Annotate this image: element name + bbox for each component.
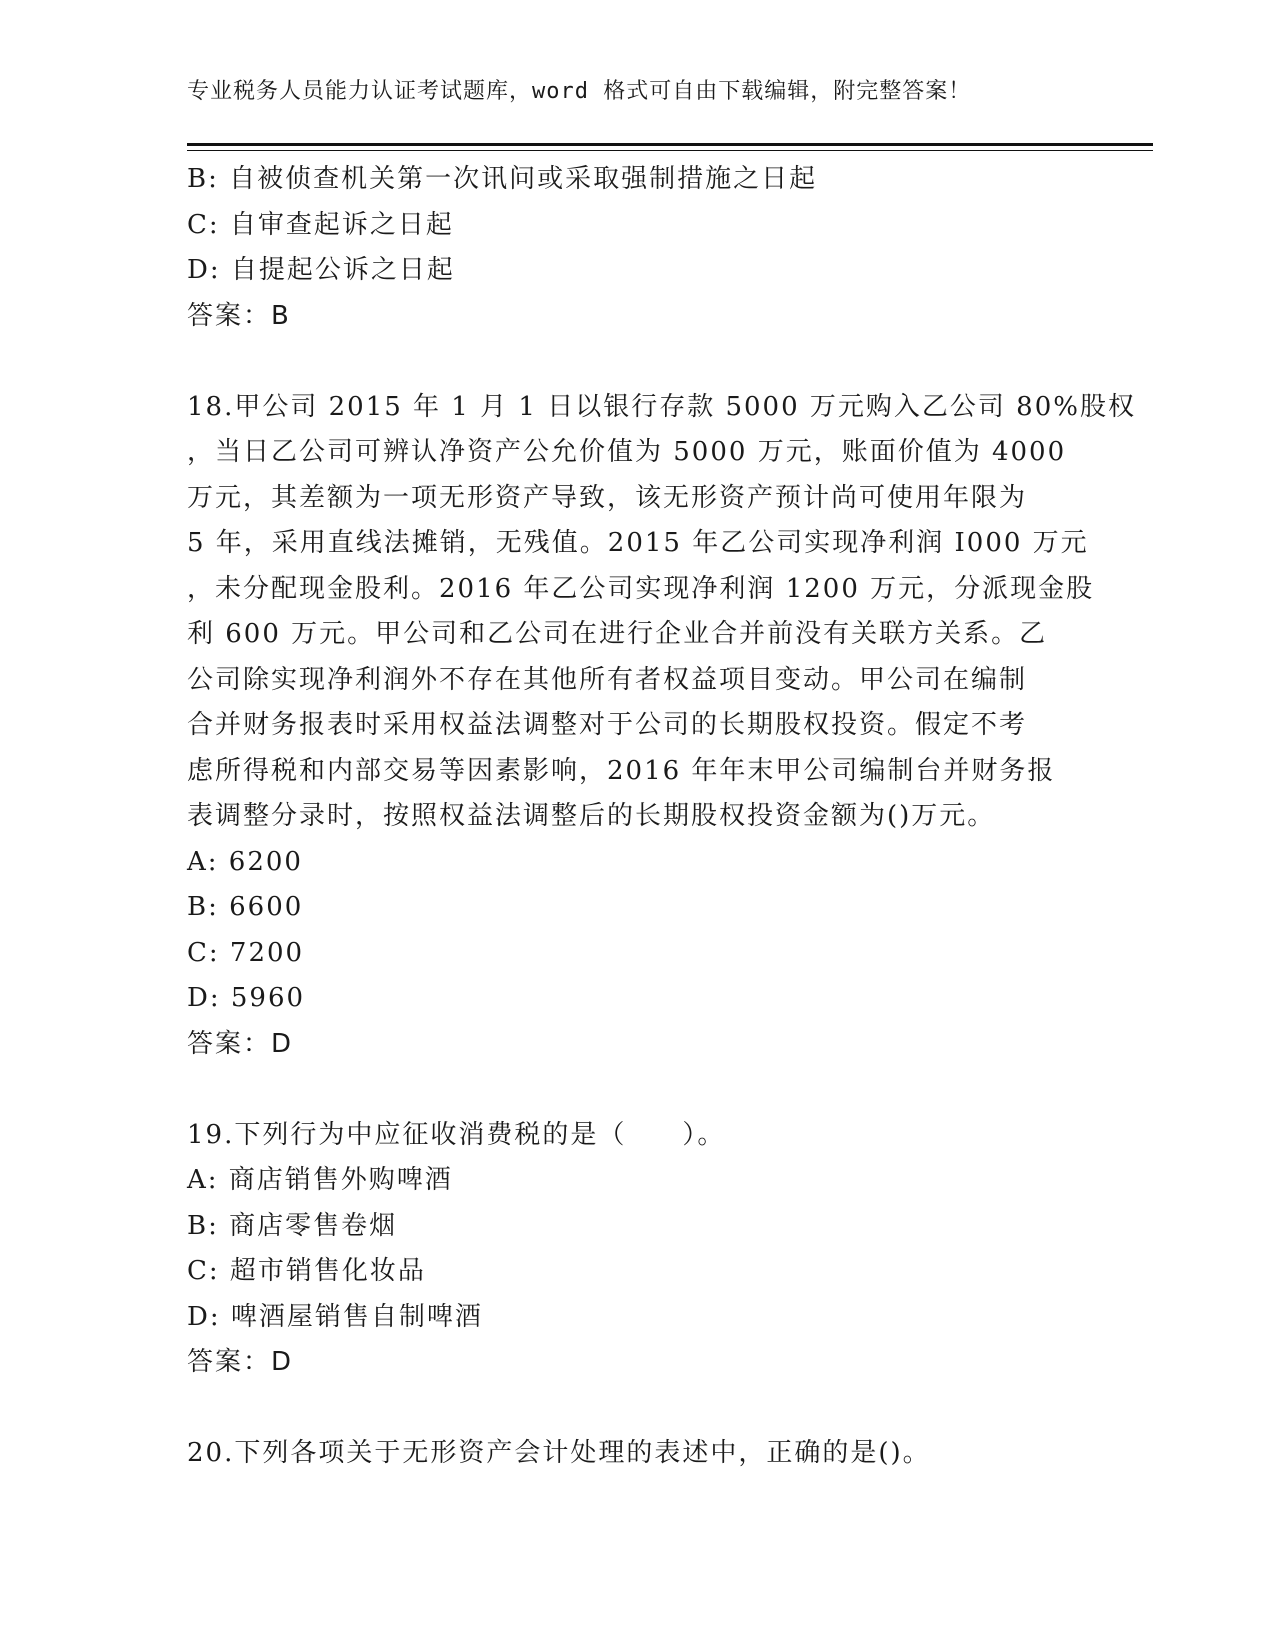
q17-option-d: D: 自提起公诉之日起 — [187, 255, 455, 285]
q18-option-c: C: 7200 — [187, 937, 305, 968]
q18-stem-line: ，未分配现金股利。2016 年乙公司实现净利润 1200 万元，分派现金股 — [187, 573, 1095, 604]
q19-option-c: C: 超市销售化妆品 — [187, 1256, 426, 1286]
q19-option-b: B: 商店零售卷烟 — [187, 1210, 398, 1241]
q17-option-b: B: 自被侦查机关第一次讯问或采取强制措施之日起 — [187, 164, 818, 194]
q17-option-c: C: 自审查起诉之日起 — [187, 209, 454, 240]
q18-stem-line: 公司除实现净利润外不存在其他所有者权益项目变动。甲公司在编制 — [187, 664, 1028, 695]
q18-stem-line: 表调整分录时，按照权益法调整后的长期股权投资金额为()万元。 — [187, 801, 996, 831]
spacer — [187, 1386, 1087, 1432]
q19-option-a: A: 商店销售外购啤酒 — [187, 1165, 453, 1195]
question-18 — [187, 385, 1136, 1068]
q17-answer: 答案：B — [187, 300, 291, 331]
q18-stem-line: 18.甲公司 2015 年 1 月 1 日以银行存款 5000 万元购入乙公司 80%股权 — [187, 391, 1136, 422]
spacer — [187, 339, 1087, 385]
header-divider-thick — [187, 143, 1153, 146]
q20-stem: 20.下列各项关于无形资产会计处理的表述中，正确的是()。 — [187, 1438, 931, 1468]
page-header: 专业税务人员能力认证考试题库，word 格式可自由下载编辑，附完整答案！ — [187, 79, 972, 104]
q19-answer: 答案：D — [187, 1347, 294, 1377]
q18-answer: 答案：D — [187, 1028, 294, 1059]
q18-option-a: A: 6200 — [187, 846, 303, 877]
q18-stem-line: 利 600 万元。甲公司和乙公司在进行企业合并前没有关联方关系。乙 — [187, 619, 1048, 649]
q18-option-d: D: 5960 — [187, 983, 306, 1013]
header-divider-thin — [187, 150, 1153, 151]
q18-stem-line: 5 年，采用直线法摊销，无残值。2015 年乙公司实现净利润 I000 万元 — [187, 528, 1089, 558]
question-19 — [187, 1113, 1087, 1386]
document-body — [187, 157, 1136, 1477]
spacer — [187, 1067, 1087, 1113]
question-20 — [187, 1431, 1087, 1477]
q18-option-b: B: 6600 — [187, 892, 304, 922]
q18-stem-line: 虑所得税和内部交易等因素影响，2016 年年末甲公司编制台并财务报 — [187, 755, 1056, 786]
q19-option-d: D: 啤酒屋销售自制啤酒 — [187, 1301, 483, 1332]
q19-stem: 19.下列行为中应征收消费税的是（ ）。 — [187, 1119, 726, 1150]
q18-stem-line: 万元，其差额为一项无形资产导致，该无形资产预计尚可使用年限为 — [187, 482, 1028, 513]
q18-stem-line: 合并财务报表时采用权益法调整对于公司的长期股权投资。假定不考 — [187, 710, 1028, 740]
q18-stem-line: ，当日乙公司可辨认净资产公允价值为 5000 万元，账面价值为 4000 — [187, 437, 1067, 467]
